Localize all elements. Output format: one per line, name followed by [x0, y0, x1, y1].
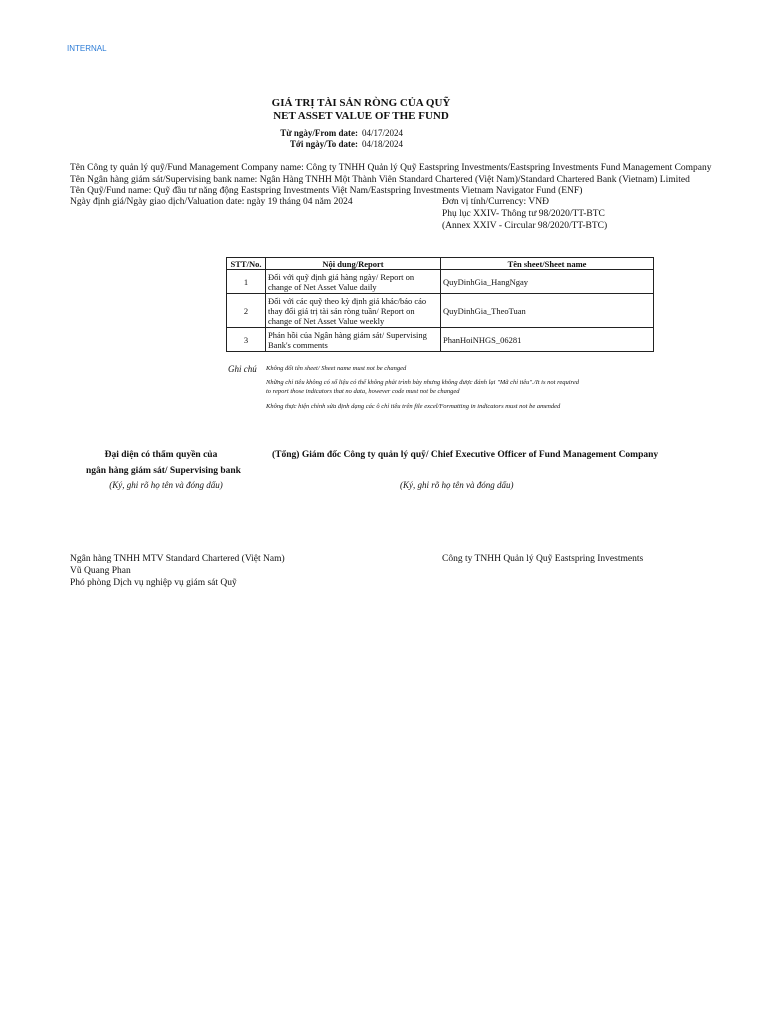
fund-company-name: Công ty TNHH Quản lý Quỹ Eastspring Investments [442, 554, 644, 564]
bank-rep-title-1: Đại diện có thẩm quyền của [104, 450, 218, 460]
classification-label: INTERNAL [67, 44, 107, 53]
bank-rep-title-2 [86, 466, 241, 476]
row-sheet-name: QuyDinhGia_HangNgay [441, 270, 654, 294]
row-content: Đối với quỹ định giá hàng ngày/ Report on change of Net Asset Value daily [266, 270, 441, 294]
ceo-title: (Tổng) Giám đốc Công ty quản lý quỹ/ Chief Executive Officer of Fund Management Company [272, 450, 659, 460]
bank-rep-title-2-text: ngân hàng giám sát/ Supervising bank [86, 466, 241, 476]
report-sheet-table [226, 257, 654, 352]
row-sheet-name: QuyDinhGia_TheoTuan [441, 294, 654, 328]
to-date-label: Tới ngày/To date: [289, 139, 358, 149]
page-title-vn: GIÁ TRỊ TÀI SẢN RÒNG CỦA QUỸ [271, 97, 451, 109]
row-content: Đối với các quỹ theo kỳ định giá khác/báo cáo thay đổi giá trị tài sản ròng tuần/ Report on change of Net Asset Value weekly [266, 294, 441, 328]
bank-rep-sign-instruction: (Ký, ghi rõ họ tên và đóng dấu) [109, 480, 223, 490]
page-title-en: NET ASSET VALUE OF THE FUND [273, 110, 449, 122]
from-date-label: Từ ngày/From date: [280, 128, 358, 138]
valuation-date: Ngày định giá/Ngày giao dịch/Valuation date: ngày 19 tháng 04 năm 2024 [70, 197, 353, 207]
annex-vn: Phụ lục XXIV- Thông tư 98/2020/TT-BTC [442, 209, 605, 219]
bank-name: Ngân hàng TNHH MTV Standard Chartered (Việt Nam) [70, 554, 285, 564]
note-line-2a: Những chỉ tiêu không có số liệu có thể không phải trình bày nhưng không được đánh lại "Mã chỉ tiêu"./It is not required [266, 379, 579, 386]
table-row [227, 328, 654, 352]
fund-mgmt-company: Tên Công ty quản lý quỹ/Fund Management Company name: Công ty TNHH Quản lý Quỹ Eastspring Investments/Eastspring Investments Fund Management Company [70, 163, 712, 173]
currency: Đơn vị tính/Currency: VNĐ [442, 197, 549, 207]
notes-label: Ghi chú [228, 364, 257, 374]
from-date-row [278, 128, 403, 138]
row-no: 1 [227, 270, 266, 294]
header-no: STT/No. [227, 258, 266, 270]
signer-position: Phó phòng Dịch vụ nghiệp vụ giám sát Quỹ [70, 578, 237, 588]
table-header-row [227, 258, 654, 270]
fund-name: Tên Quỹ/Fund name: Quỹ đầu tư năng động Eastspring Investments Việt Nam/Eastspring Investments Vietnam Navigator Fund (ENF) [70, 186, 583, 196]
table-row [227, 294, 654, 328]
row-no: 2 [227, 294, 266, 328]
row-sheet-name: PhanHoiNHGS_06281 [441, 328, 654, 352]
to-date-row [278, 139, 403, 149]
row-no: 3 [227, 328, 266, 352]
to-date-value: 04/18/2024 [362, 139, 404, 149]
from-date-value: 04/17/2024 [362, 128, 404, 138]
supervising-bank: Tên Ngân hàng giám sát/Supervising bank name: Ngân Hàng TNHH Một Thành Viên Standard Chartered (Việt Nam)/Standard Chartered Bank (Vietnam) Limited [70, 175, 690, 185]
table-row [227, 270, 654, 294]
header-sheet-name: Tên sheet/Sheet name [441, 258, 654, 270]
note-line-2b: to report those indicators that no data, however code must not be changed [266, 388, 460, 395]
header-report: Nội dung/Report [266, 258, 441, 270]
ceo-sign-instruction: (Ký, ghi rõ họ tên và đóng dấu) [400, 480, 514, 490]
note-line-1: Không đổi tên sheet/ Sheet name must not be changed [266, 365, 407, 372]
annex-en: (Annex XXIV - Circular 98/2020/TT-BTC) [442, 221, 608, 231]
signer-name: Vũ Quang Phan [70, 566, 131, 576]
row-content: Phản hồi của Ngân hàng giám sát/ Supervising Bank's comments [266, 328, 441, 352]
note-line-3: Không thực hiện chỉnh sửa định dạng các ô chỉ tiêu trên file excel/Formatting in indicators must not be amended [266, 403, 561, 410]
